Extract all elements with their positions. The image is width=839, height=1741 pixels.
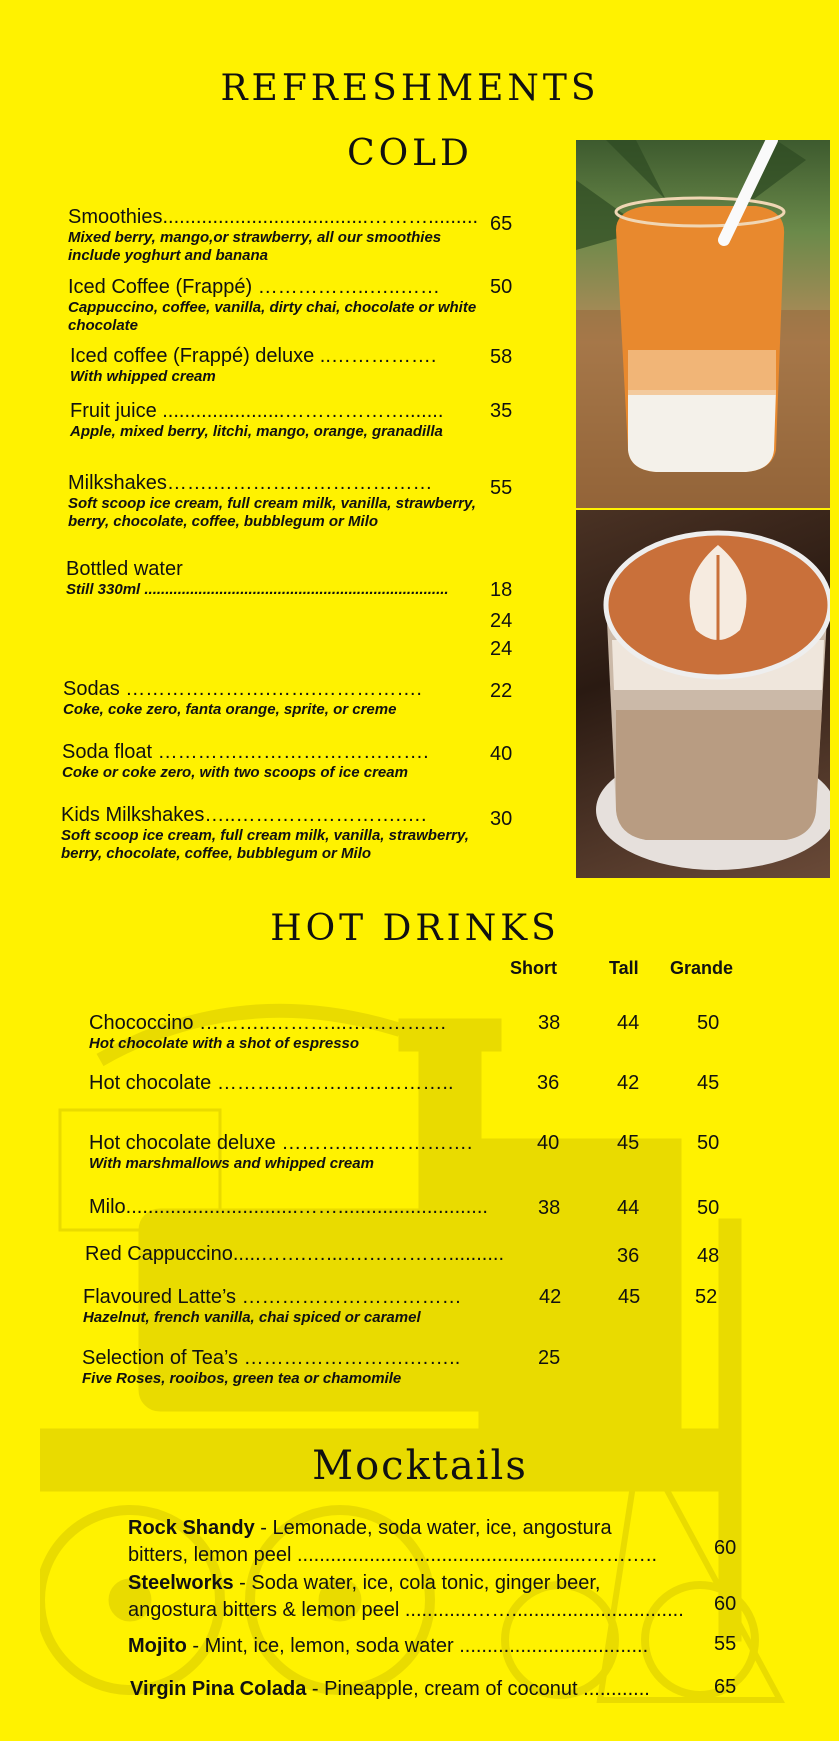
price-short: 40 — [537, 1132, 560, 1154]
hot-drinks-heading: HOT DRINKS — [270, 908, 560, 949]
mocktail-description: - Pineapple, cream of coconut ............ — [306, 1678, 650, 1700]
price-short: 38 — [538, 1012, 561, 1034]
price-tall: 45 — [618, 1286, 641, 1308]
item-name: Milo...............................……........................... — [89, 1196, 488, 1218]
price-tall: 44 — [617, 1197, 640, 1219]
item-name: Iced coffee (Frappé) deluxe ..……………. — [70, 345, 437, 367]
hot-item-flavoured-lattes — [83, 1286, 523, 1327]
mocktail-mojito — [128, 1633, 718, 1660]
item-name: Iced Coffee (Frappé) ……………..…..…… — [68, 276, 440, 298]
mocktail-description-line2: bitters, lemon peel ....................................................……….. — [128, 1544, 658, 1566]
cold-item-kids-milkshakes — [61, 804, 491, 863]
item-description: Hot chocolate with a shot of espresso — [89, 1035, 360, 1052]
cappuccino-photo — [576, 510, 830, 878]
item-price: 50 — [490, 276, 513, 298]
price-short: 42 — [539, 1286, 562, 1308]
mocktail-description: - Lemonade, soda water, ice, angostura — [254, 1517, 612, 1539]
mocktail-price: 60 — [714, 1593, 737, 1615]
mocktail-price: 65 — [714, 1676, 737, 1698]
price-short: 36 — [537, 1072, 560, 1094]
iced-coffee-photo — [576, 140, 830, 508]
item-price: 35 — [490, 400, 513, 422]
item-name: Hot chocolate deluxe ……….………………. — [89, 1132, 473, 1154]
cold-item-soda-float — [62, 741, 482, 782]
mocktail-description: - Mint, ice, lemon, soda water .................................. — [186, 1635, 649, 1657]
item-price: 55 — [490, 477, 513, 499]
mocktail-price: 60 — [714, 1537, 737, 1559]
item-price: 22 — [490, 680, 513, 702]
cold-item-iced-coffee — [68, 276, 478, 335]
mocktail-name: Virgin Pina Colada — [130, 1678, 307, 1700]
item-description: Soft scoop ice cream, full cream milk, vanilla, strawberry, berry, chocolate, coffee, bubblegum or Milo — [61, 827, 469, 862]
column-header-tall: Tall — [609, 958, 639, 978]
item-price: 18 — [490, 579, 513, 601]
cold-heading: COLD — [347, 133, 473, 174]
price-tall: 44 — [617, 1012, 640, 1034]
mocktail-name: Mojito — [128, 1635, 187, 1657]
item-description: Apple, mixed berry, litchi, mango, orange, granadilla — [70, 423, 443, 440]
item-description: Cappuccino, coffee, vanilla, dirty chai, chocolate or white chocolate — [68, 299, 477, 334]
item-name: Fruit juice ......................………………....... — [70, 400, 444, 422]
item-description: With marshmallows and whipped cream — [89, 1155, 374, 1172]
item-price: 40 — [490, 743, 513, 765]
cold-item-bottled-water — [66, 558, 486, 599]
price-grande: 50 — [697, 1197, 720, 1219]
price-tall: 36 — [617, 1245, 640, 1267]
mocktail-rock-shandy — [128, 1515, 718, 1569]
hot-item-chococcino — [89, 1012, 519, 1053]
page-title: REFRESHMENTS — [220, 68, 600, 109]
item-name: Bottled water — [66, 558, 183, 580]
mocktails-heading: Mocktails — [312, 1443, 528, 1489]
mocktail-steelworks — [128, 1570, 718, 1624]
item-name: Hot chocolate ……….…………………….. — [89, 1072, 454, 1094]
item-description: Coke or coke zero, with two scoops of ice cream — [62, 764, 408, 781]
item-price: 24 — [490, 610, 513, 632]
price-grande: 50 — [697, 1132, 720, 1154]
column-header-short: Short — [510, 958, 557, 978]
price-tall: 42 — [617, 1072, 640, 1094]
price-short: 25 — [538, 1347, 561, 1369]
mocktail-price: 55 — [714, 1633, 737, 1655]
item-description: Still 330ml ......................................................................... — [66, 581, 449, 598]
item-price: 65 — [490, 213, 513, 235]
mocktail-description: - Soda water, ice, cola tonic, ginger beer, — [233, 1572, 601, 1594]
price-short: 38 — [538, 1197, 561, 1219]
item-name: Soda float ………….………………………. — [62, 741, 429, 763]
item-name: Chococcino ………..………...…………… — [89, 1012, 447, 1034]
item-name: Red Cappuccino.....…….…...….………….......... — [85, 1243, 505, 1265]
item-description: Soft scoop ice cream, full cream milk, vanilla, strawberry, berry, chocolate, coffee, bubblegum or Milo — [68, 495, 476, 530]
item-name: Flavoured Latte’s …………………………… — [83, 1286, 462, 1308]
mocktail-name: Steelworks — [128, 1572, 234, 1594]
item-description: Mixed berry, mango,or strawberry, all our smoothies include yoghurt and banana — [68, 229, 442, 264]
item-description: With whipped cream — [70, 368, 216, 385]
item-description: Hazelnut, french vanilla, chai spiced or caramel — [83, 1309, 421, 1326]
item-price: 58 — [490, 346, 513, 368]
item-name: Milkshakes…….…………………………… — [68, 472, 433, 494]
hot-item-red-cappuccino — [85, 1243, 525, 1266]
item-description: Five Roses, rooibos, green tea or chamomile — [82, 1370, 402, 1387]
mocktail-name: Rock Shandy — [128, 1517, 255, 1539]
hot-item-teas — [82, 1347, 522, 1388]
mocktail-description-line2: angostura bitters & lemon peel ............……............................... — [128, 1599, 684, 1621]
item-name: Smoothies.....................................………......... — [68, 206, 479, 228]
item-name: Sodas ………………….…….……………. — [63, 678, 422, 700]
item-description: Coke, coke zero, fanta orange, sprite, or creme — [63, 701, 397, 718]
price-tall: 45 — [617, 1132, 640, 1154]
hot-item-hot-chocolate — [89, 1072, 519, 1095]
price-grande: 45 — [697, 1072, 720, 1094]
cold-item-milkshakes — [68, 472, 488, 531]
hot-item-milo — [89, 1196, 519, 1219]
cold-item-fruit-juice — [70, 400, 480, 441]
mocktail-virgin-pina-colada — [130, 1676, 715, 1703]
column-header-grande: Grande — [670, 958, 734, 978]
cold-item-sodas — [63, 678, 483, 719]
price-grande: 48 — [697, 1245, 720, 1267]
price-grande: 50 — [697, 1012, 720, 1034]
cold-item-smoothies — [68, 206, 478, 265]
item-name: Selection of Tea’s …………………….…….. — [82, 1347, 461, 1369]
item-price: 30 — [490, 808, 513, 830]
price-grande: 52 — [695, 1286, 718, 1308]
hot-item-hot-chocolate-deluxe — [89, 1132, 519, 1173]
item-price: 24 — [490, 638, 513, 660]
item-name: Kids Milkshakes…..…………………….…. — [61, 804, 427, 826]
cold-item-iced-coffee-deluxe — [70, 345, 480, 386]
